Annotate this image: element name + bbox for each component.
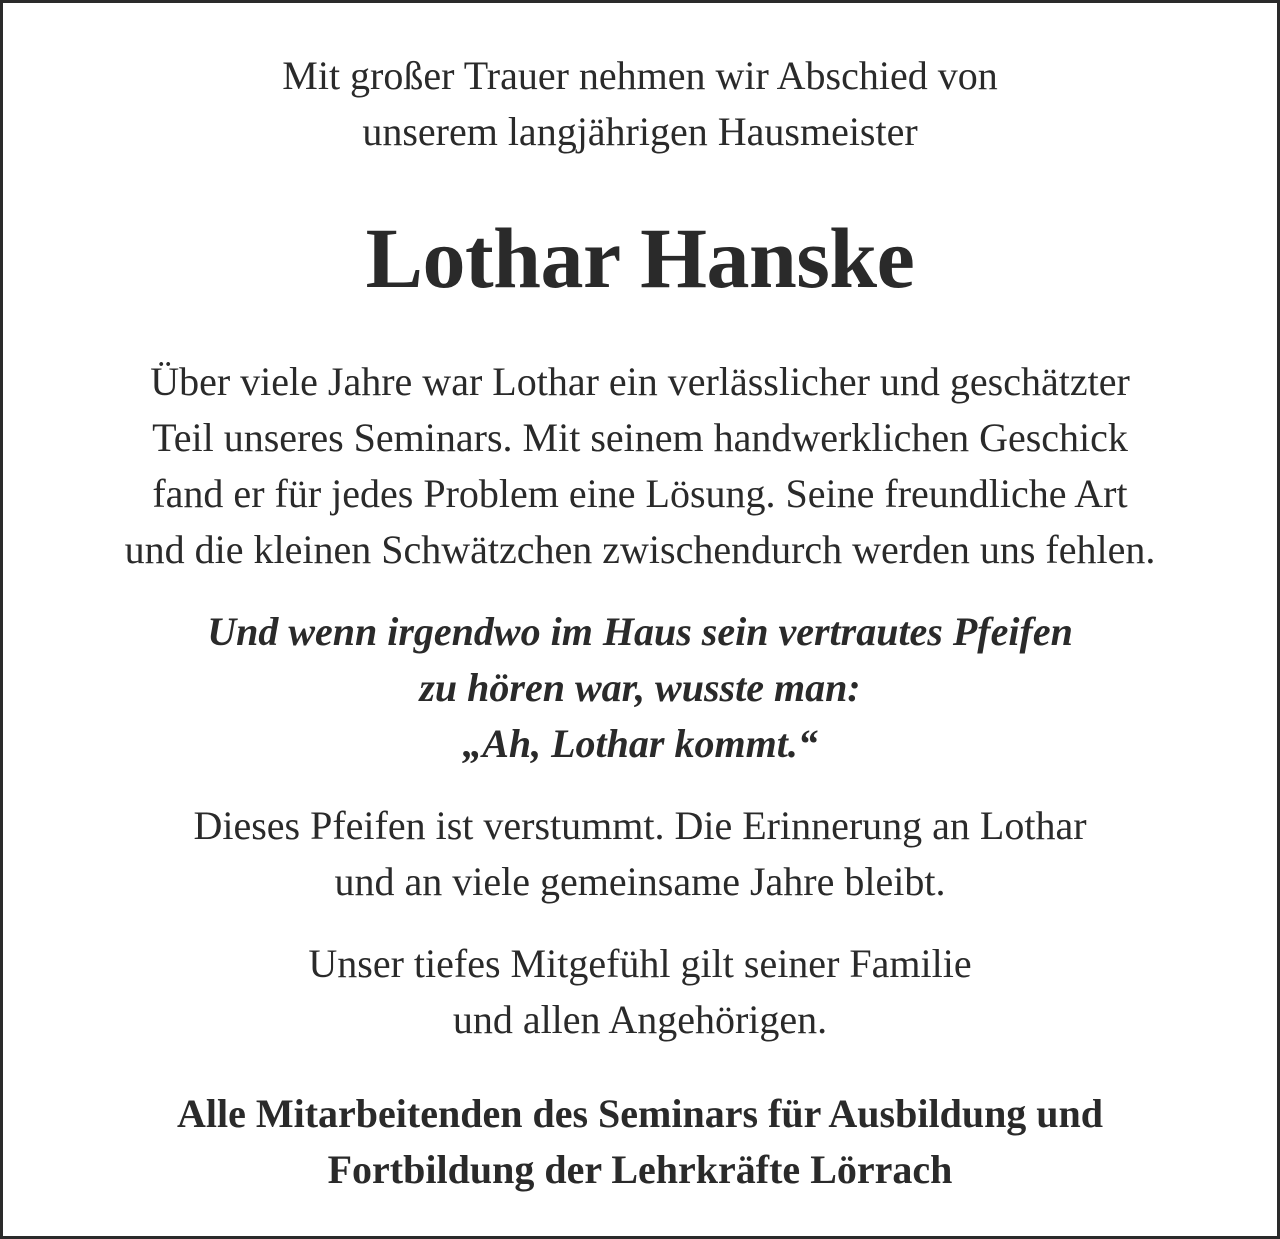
signature-line-2: Fortbildung der Lehrkräfte Lörrach [327, 1147, 953, 1192]
condolence-line-2: und allen Angehörigen. [452, 997, 828, 1042]
quote-line-3: „Ah, Lothar kommt.“ [462, 721, 818, 766]
condolence-line-1: Unser tiefes Mitgefühl gilt seiner Familie [308, 941, 972, 986]
quote-line-1: Und wenn irgendwo im Haus sein vertrautes Pfeifen [207, 609, 1073, 654]
intro-line-2: unserem langjährigen Hausmeister [362, 109, 918, 154]
memory-line-1: Dieses Pfeifen ist verstummt. Die Erinnerung an Lothar [193, 803, 1087, 848]
memory-line-2: und an viele gemeinsame Jahre bleibt. [334, 859, 946, 904]
tribute-line-3: fand er für jedes Problem eine Lösung. Seine freundliche Art [152, 471, 1128, 516]
tribute-line-1: Über viele Jahre war Lothar ein verlässlicher und geschätzter [150, 359, 1130, 404]
deceased-name: Lothar Hanske [365, 210, 915, 306]
intro-line-1: Mit großer Trauer nehmen wir Abschied von [282, 53, 998, 98]
tribute-line-4: und die kleinen Schwätzchen zwischendurch werden uns fehlen. [124, 527, 1156, 572]
tribute-line-2: Teil unseres Seminars. Mit seinem handwerklichen Geschick [152, 415, 1128, 460]
signature-line-1: Alle Mitarbeitenden des Seminars für Ausbildung und [176, 1091, 1104, 1136]
quote-line-2: zu hören war, wusste man: [419, 665, 861, 710]
